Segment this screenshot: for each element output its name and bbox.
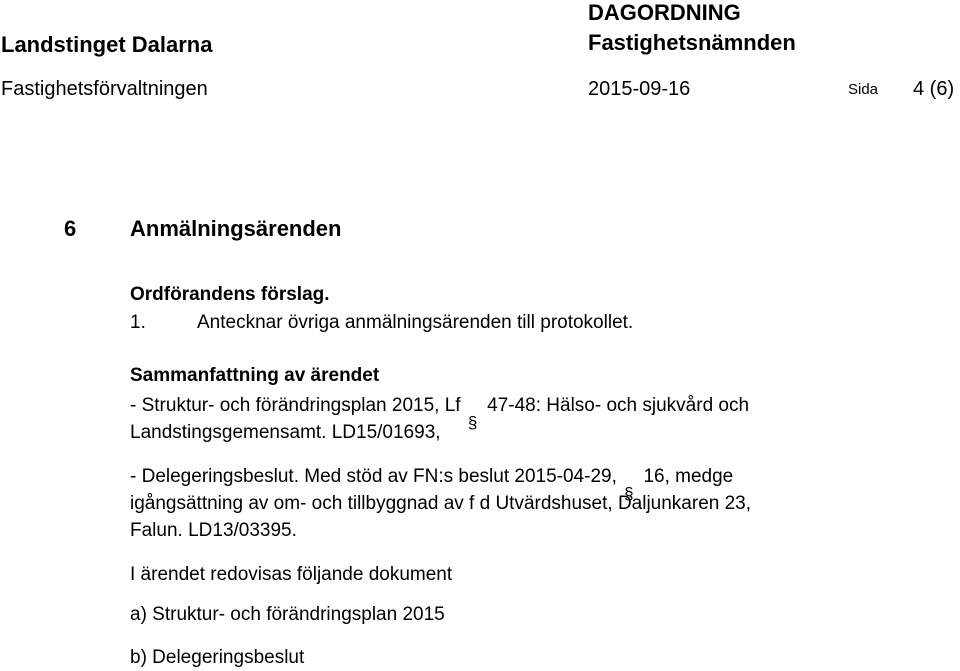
paragraph-line: igångsättning av om- och tillbyggnad av f d Utvärdshuset, Daljunkaren 23, bbox=[130, 493, 752, 514]
proposal-item-text: Antecknar övriga anmälningsärenden till protokollet. bbox=[197, 312, 634, 333]
document-item: b) Delegeringsbeslut bbox=[130, 647, 305, 668]
paragraph-text: 16, medge bbox=[643, 466, 734, 487]
committee-name: Fastighetsnämnden bbox=[588, 30, 796, 55]
document-item: a) Struktur- och förändringsplan 2015 bbox=[130, 604, 445, 625]
document-type: DAGORDNING bbox=[588, 0, 741, 25]
page-label: Sida bbox=[848, 81, 879, 98]
section-title: Anmälningsärenden bbox=[130, 216, 342, 241]
department-name: Fastighetsförvaltningen bbox=[1, 78, 208, 100]
paragraph-text: - Struktur- och förändringsplan 2015, Lf bbox=[130, 395, 461, 416]
paragraph-text: 47-48: Hälso- och sjukvård och bbox=[487, 395, 750, 416]
paragraph-line bbox=[130, 392, 749, 419]
proposal-heading: Ordförandens förslag. bbox=[130, 284, 330, 305]
documents-intro: I ärendet redovisas följande dokument bbox=[130, 564, 453, 585]
section-number: 6 bbox=[64, 216, 77, 241]
paragraph-line: Landstingsgemensamt. LD15/01693, bbox=[130, 422, 441, 443]
paragraph-text: - Delegeringsbeslut. Med stöd av FN:s beslut 2015-04-29, bbox=[130, 466, 617, 487]
summary-paragraph-delegation bbox=[130, 463, 751, 544]
paragraph-line bbox=[130, 463, 751, 490]
page-number: 4 (6) bbox=[913, 78, 955, 100]
document-date: 2015-09-16 bbox=[588, 78, 691, 100]
proposal-item-number: 1. bbox=[130, 312, 146, 333]
summary-paragraph-plan bbox=[130, 392, 749, 446]
summary-heading: Sammanfattning av ärendet bbox=[130, 365, 380, 386]
paragraph-line: Falun. LD13/03395. bbox=[130, 520, 297, 541]
organization-name: Landstinget Dalarna bbox=[1, 32, 213, 57]
